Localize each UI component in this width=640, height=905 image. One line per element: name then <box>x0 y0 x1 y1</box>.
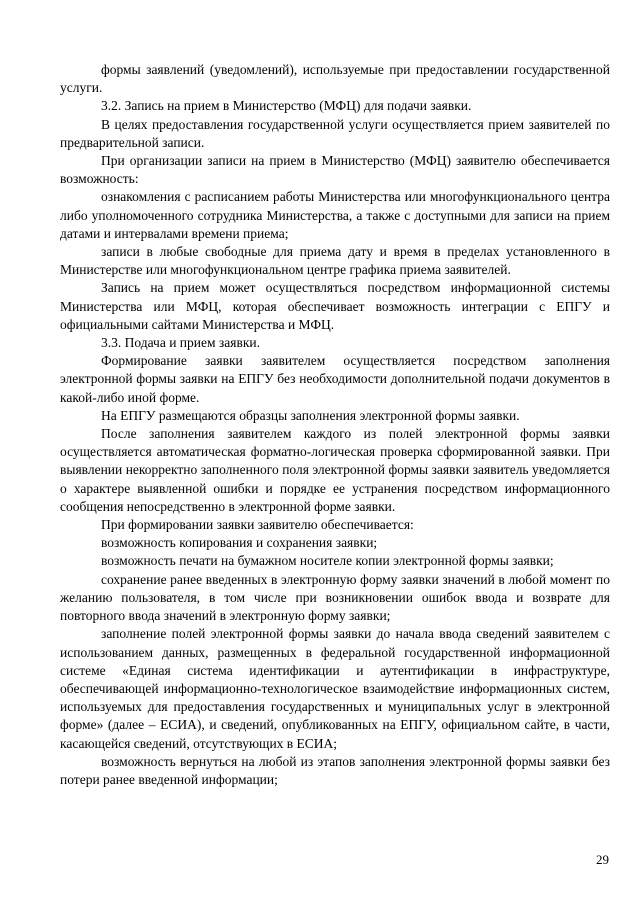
list-item: возможность печати на бумажном носителе копии электронной формы заявки; <box>101 553 554 569</box>
page-body <box>60 61 610 789</box>
section-heading: 3.2. Запись на прием в Министерство (МФЦ) для подачи заявки. <box>101 98 472 114</box>
paragraph: На ЕПГУ размещаются образцы заполнения электронной формы заявки. <box>101 407 520 423</box>
list-item: возможность вернуться на любой из этапов заполнения электронной формы заявки без потери ранее введенной информации; <box>60 753 610 787</box>
list-item: записи в любые свободные для приема дату и время в пределах установленного в Министерстве или многофункциональном центре графика приема заявителей. <box>60 244 610 278</box>
paragraph: Формирование заявки заявителем осуществляется посредством заполнения электронной формы заявки на ЕПГУ без необходимости дополнительной подачи документов в какой-либо иной форме. <box>60 353 610 405</box>
paragraph: Запись на прием может осуществляться посредством информационной системы Министерства или МФЦ, которая обеспечивает возможность интеграции с ЕПГУ и официальными сайтами Министерства и МФЦ. <box>60 280 610 332</box>
list-item: заполнение полей электронной формы заявки до начала ввода сведений заявителем с использованием данных, размещенных в федеральной государственной информационной системе «Единая система идентификации и аутентификации в инфраструктуре, обеспечивающей информационно-технологическое взаимодействие информационных систем, используемых для предоставления государственных и муниципальных услуг в электронной форме» (далее – ЕСИА), и сведений, опубликованных на ЕПГУ, официальном сайте, в части, касающейся сведений, отсутствующих в ЕСИА; <box>60 626 610 751</box>
list-item: сохранение ранее введенных в электронную форму заявки значений в любой момент по желанию пользователя, в том числе при возникновении ошибок ввода и возврате для повторного ввода значений в электронную форму заявки; <box>60 571 610 624</box>
paragraph: При формировании заявки заявителю обеспечивается: <box>101 517 414 533</box>
page-number: 29 <box>596 852 609 867</box>
paragraph: При организации записи на прием в Министерство (МФЦ) заявителю обеспечивается возможность: <box>60 153 610 187</box>
paragraph: формы заявлений (уведомлений), используемые при предоставлении государственной услуги. <box>60 62 610 96</box>
paragraph: После заполнения заявителем каждого из полей электронной формы заявки осуществляется автоматическая форматно-логическая проверка сформированной заявки. При выявлении некорректно заполненного поля электронной формы заявки заявитель уведомляется о характере выявленной ошибки и порядке ее устранения посредством информационного сообщения непосредственно в электронной форме заявки. <box>60 426 610 514</box>
section-heading: 3.3. Подача и прием заявки. <box>101 335 260 351</box>
list-item: ознакомления с расписанием работы Министерства или многофункционального центра либо уполномоченного сотрудника Министерства, а также с доступными для записи на прием датами и интервалами времени приема; <box>60 189 610 241</box>
list-item: возможность копирования и сохранения заявки; <box>101 535 378 551</box>
paragraph: В целях предоставления государственной услуги осуществляется прием заявителей по предварительной записи. <box>60 116 610 150</box>
